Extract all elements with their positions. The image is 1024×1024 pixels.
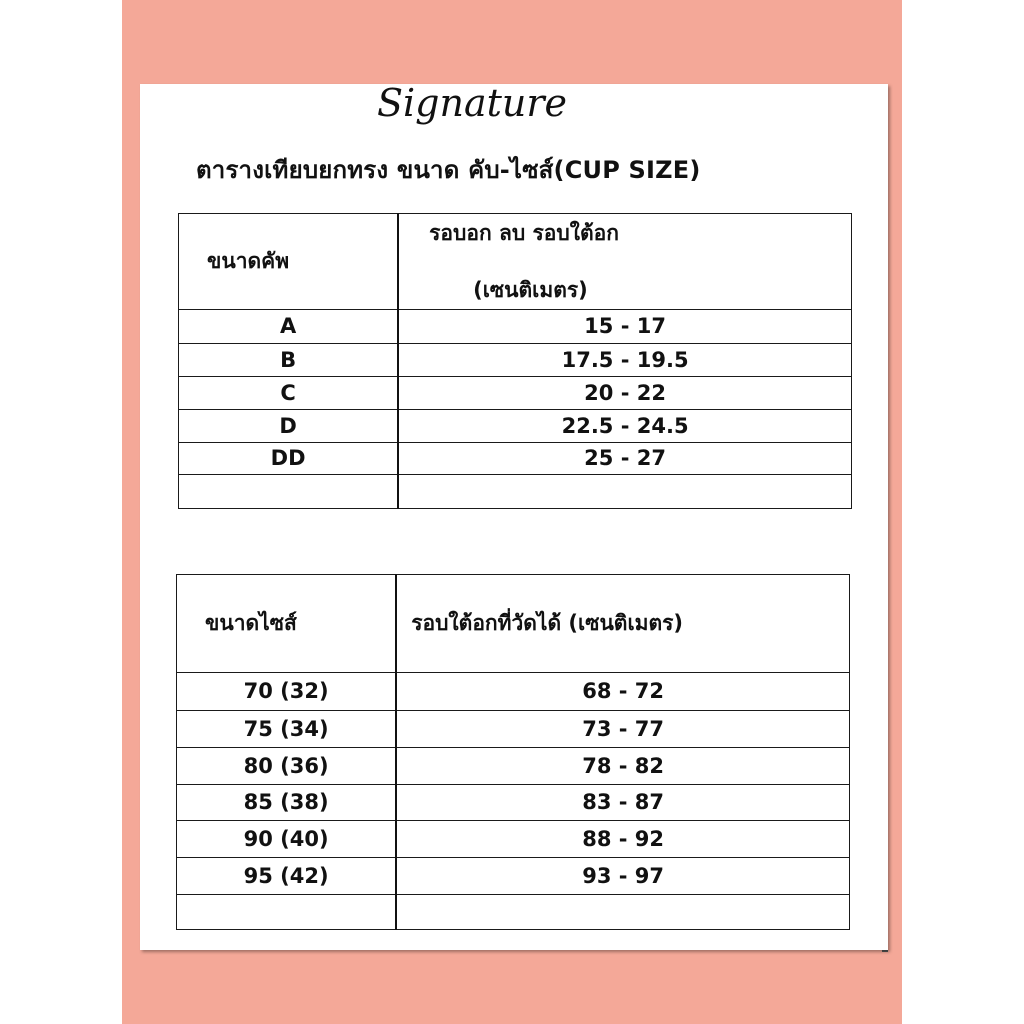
range-cell: 15 - 17	[398, 310, 851, 344]
size-cell: 70 (32)	[177, 673, 397, 711]
table-row	[177, 748, 850, 785]
range-cell	[396, 895, 849, 930]
cup-cell: A	[179, 310, 399, 344]
range-cell	[398, 475, 851, 509]
table-row	[177, 673, 850, 711]
band-size-table	[176, 574, 850, 930]
range-cell: 22.5 - 24.5	[398, 410, 851, 443]
cup-cell: DD	[179, 443, 399, 475]
table-row	[177, 858, 850, 895]
range-cell: 20 - 22	[398, 377, 851, 410]
header-measured-underbust: รอบใต้อกที่วัดได้ (เซนติเมตร)	[396, 575, 849, 673]
header-bust-minus-underbust-label: รอบอก ลบ รอบใต้อก	[429, 220, 619, 245]
cup-cell: D	[179, 410, 399, 443]
header-cup-size: ขนาดคัพ	[179, 214, 399, 310]
page-title: ตารางเทียบยกทรง ขนาด คับ-ไซส์(CUP SIZE)	[196, 156, 701, 184]
table-row	[179, 310, 852, 344]
table-row	[177, 821, 850, 858]
header-band-size: ขนาดไซส์	[177, 575, 397, 673]
size-cell: 90 (40)	[177, 821, 397, 858]
signature-logo-text: Signature	[377, 81, 568, 125]
table-row	[179, 377, 852, 410]
table-row	[179, 344, 852, 377]
range-cell: 83 - 87	[396, 785, 849, 821]
signature-logo	[375, 80, 590, 132]
table-row-empty	[177, 895, 850, 930]
range-cell: 25 - 27	[398, 443, 851, 475]
table-row	[177, 711, 850, 748]
range-cell: 93 - 97	[396, 858, 849, 895]
table-row	[177, 785, 850, 821]
cup-cell: B	[179, 344, 399, 377]
range-cell: 68 - 72	[396, 673, 849, 711]
cup-cell	[179, 475, 399, 509]
header-unit-cm: (เซนติเมตร)	[473, 277, 588, 302]
header-bust-minus-underbust	[398, 214, 851, 310]
range-cell: 73 - 77	[396, 711, 849, 748]
size-cell: 95 (42)	[177, 858, 397, 895]
table-row	[179, 410, 852, 443]
table-header-row	[179, 214, 852, 310]
range-cell: 88 - 92	[396, 821, 849, 858]
size-cell	[177, 895, 397, 930]
cup-size-table	[178, 213, 852, 509]
table-header-row	[177, 575, 850, 673]
cup-cell: C	[179, 377, 399, 410]
table-row	[179, 443, 852, 475]
range-cell: 78 - 82	[396, 748, 849, 785]
size-cell: 85 (38)	[177, 785, 397, 821]
table-row-empty	[179, 475, 852, 509]
size-cell: 80 (36)	[177, 748, 397, 785]
size-cell: 75 (34)	[177, 711, 397, 748]
range-cell: 17.5 - 19.5	[398, 344, 851, 377]
